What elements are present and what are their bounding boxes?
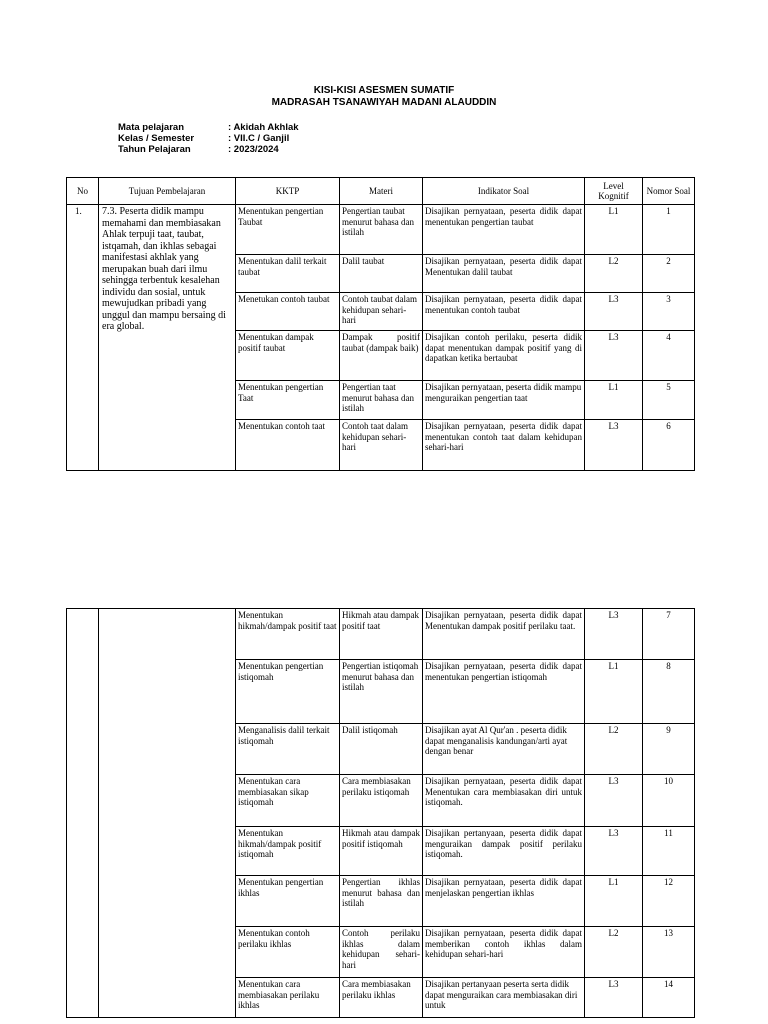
kisi-kisi-table-page2 (66, 608, 695, 1018)
nomor-cell: 11 (643, 827, 695, 876)
nomor-cell: 8 (643, 660, 695, 724)
nomor-cell: 10 (643, 775, 695, 827)
level-cell: L2 (585, 724, 643, 775)
nomor-cell: 1 (643, 205, 695, 255)
level-cell: L1 (585, 205, 643, 255)
kktp-cell: Menentukan pengertian istiqomah (236, 660, 340, 724)
header-nomor: Nomor Soal (643, 178, 695, 205)
materi-cell: Dampak positif taubat (dampak baik) (340, 331, 423, 381)
materi-cell: Contoh taat dalam kehidupan sehari-hari (340, 420, 423, 471)
indikator-cell: Disajikan pernyataan, peserta didik dapat menentukan pengertian taubat (423, 205, 585, 255)
kktp-cell: Menentukan pengertian Taubat (236, 205, 340, 255)
indikator-cell: Disajikan pernyataan, peserta didik dapat menentukan contoh taat dalam kehidupan sehari-hari (423, 420, 585, 471)
meta-label: Kelas / Semester (118, 133, 195, 144)
objective-number: 7.3. (102, 206, 117, 217)
level-cell: L2 (585, 255, 643, 293)
table-row (67, 205, 695, 255)
kktp-cell: Menganalisis dalil terkait istiqomah (236, 724, 340, 775)
header-level: Level Kognitif (585, 178, 643, 205)
kisi-kisi-table-page1 (66, 177, 695, 471)
indikator-cell: Disajikan pernyataan, peserta didik dapat menentukan pengertian istiqomah (423, 660, 585, 724)
row-number: 1. (67, 205, 99, 471)
level-cell: L1 (585, 381, 643, 420)
level-cell: L3 (585, 775, 643, 827)
indikator-cell: Disajikan ayat Al Qur'an . peserta didik dapat menganalisis kandungan/arti ayat dengan benar (423, 724, 585, 775)
nomor-cell: 13 (643, 927, 695, 978)
nomor-cell: 9 (643, 724, 695, 775)
meta-label: Mata pelajaran (118, 122, 184, 133)
indikator-cell: Disajikan pernyataan, peserta didik mampu menguraikan pengertian taat (423, 381, 585, 420)
meta-class (118, 133, 299, 144)
nomor-cell: 12 (643, 876, 695, 927)
header-indikator: Indikator Soal (423, 178, 585, 205)
document-meta (118, 122, 299, 155)
indikator-cell: Disajikan pernyataan, peserta didik dapat Menentukan cara membiasakan diri untuk istiqomah. (423, 775, 585, 827)
nomor-cell: 7 (643, 609, 695, 660)
indikator-cell: Disajikan contoh perilaku, peserta didik dapat menentukan dampak positif yang di dapatkan ketika bertaubat (423, 331, 585, 381)
nomor-cell: 5 (643, 381, 695, 420)
level-cell: L3 (585, 420, 643, 471)
meta-value: : Akidah Akhlak (228, 122, 299, 133)
nomor-cell: 4 (643, 331, 695, 381)
indikator-cell: Disajikan pernyataan, peserta didik dapat menjelaskan pengertian ikhlas (423, 876, 585, 927)
table-header-row (67, 178, 695, 205)
level-cell: L1 (585, 876, 643, 927)
level-cell: L3 (585, 978, 643, 1018)
header-no: No (67, 178, 99, 205)
level-cell: L1 (585, 660, 643, 724)
kktp-cell: Menentukan cara membiasakan sikap istiqomah (236, 775, 340, 827)
level-cell: L2 (585, 927, 643, 978)
materi-cell: Dalil taubat (340, 255, 423, 293)
kktp-cell: Menentukan pengertian Taat (236, 381, 340, 420)
header-kktp: KKTP (236, 178, 340, 205)
level-cell: L3 (585, 827, 643, 876)
document-title: KISI-KISI ASESMEN SUMATIF (313, 85, 455, 96)
materi-cell: Dalil istiqomah (340, 724, 423, 775)
kktp-cell: Menentukan dampak positif taubat (236, 331, 340, 381)
learning-objective-empty (99, 609, 236, 1018)
indikator-cell: Disajikan pernyataan, peserta didik dapat memberikan contoh ikhlas dalam kehidupan sehari-hari (423, 927, 585, 978)
materi-cell: Contoh perilaku ikhlas dalam kehidupan sehari-hari (340, 927, 423, 978)
indikator-cell: Disajikan pertanyaan, peserta didik dapat menguraikan dampak positif perilaku istiqomah. (423, 827, 585, 876)
level-cell: L3 (585, 331, 643, 381)
level-cell: L3 (585, 609, 643, 660)
materi-cell: Cara membiasakan perilaku ikhlas (340, 978, 423, 1018)
meta-value: : VII.C / Ganjil (228, 133, 290, 144)
level-cell: L3 (585, 293, 643, 331)
learning-objective (99, 205, 236, 471)
materi-cell: Pengertian istiqomah menurut bahasa dan istilah (340, 660, 423, 724)
materi-cell: Contoh taubat dalam kehidupan sehari-hari (340, 293, 423, 331)
indikator-cell: Disajikan pernyataan, peserta didik dapat Menentukan dalil taubat (423, 255, 585, 293)
objective-text: Peserta didik mampu memahami dan membiasakan Ahlak terpuji taat, taubat, istqamah, dan ikhlas sebagai manifestasi akhlak yang merupakan buah dari ilmu sehingga terbentuk kesalehan individu dan sosial, untuk mewujudkan pribadi yang unggul dan mampu bersaing di era global. (102, 206, 226, 332)
meta-year (118, 144, 299, 155)
meta-value: : 2023/2024 (228, 144, 279, 155)
header-tujuan: Tujuan Pembelajaran (99, 178, 236, 205)
kktp-cell: Menetukan contoh taubat (236, 293, 340, 331)
meta-label: Tahun Pelajaran (118, 144, 191, 155)
indikator-cell: Disajikan pertanyaan peserta serta didik dapat menguraikan cara membiasakan diri untuk (423, 978, 585, 1018)
nomor-cell: 3 (643, 293, 695, 331)
materi-cell: Pengertian taubat menurut bahasa dan istilah (340, 205, 423, 255)
nomor-cell: 2 (643, 255, 695, 293)
indikator-cell: Disajikan pernyataan, peserta didik dapat menentukan contoh taubat (423, 293, 585, 331)
kktp-cell: Menentukan hikmah/dampak positif istiqomah (236, 827, 340, 876)
nomor-cell: 14 (643, 978, 695, 1018)
kktp-cell: Menentukan dalil terkait taubat (236, 255, 340, 293)
materi-cell: Hikmah atau dampak positif taat (340, 609, 423, 660)
school-name: MADRASAH TSANAWIYAH MADANI ALAUDDIN (271, 97, 497, 108)
materi-cell: Pengertian ikhlas menurut bahasa dan istilah (340, 876, 423, 927)
meta-subject (118, 122, 299, 133)
kktp-cell: Menentukan contoh taat (236, 420, 340, 471)
header-materi: Materi (340, 178, 423, 205)
table-row (67, 609, 695, 660)
kktp-cell: Menentukan pengertian ikhlas (236, 876, 340, 927)
indikator-cell: Disajikan pernyataan, peserta didik dapat Menentukan dampak positif perilaku taat. (423, 609, 585, 660)
materi-cell: Cara membiasakan perilaku istiqomah (340, 775, 423, 827)
materi-cell: Pengertian taat menurut bahasa dan istilah (340, 381, 423, 420)
row-number-empty (67, 609, 99, 1018)
kktp-cell: Menentukan contoh perilaku ikhlas (236, 927, 340, 978)
kktp-cell: Menentukan cara membiasakan perilaku ikhlas (236, 978, 340, 1018)
materi-cell: Hikmah atau dampak positif istiqomah (340, 827, 423, 876)
kktp-cell: Menentukan hikmah/dampak positif taat (236, 609, 340, 660)
nomor-cell: 6 (643, 420, 695, 471)
